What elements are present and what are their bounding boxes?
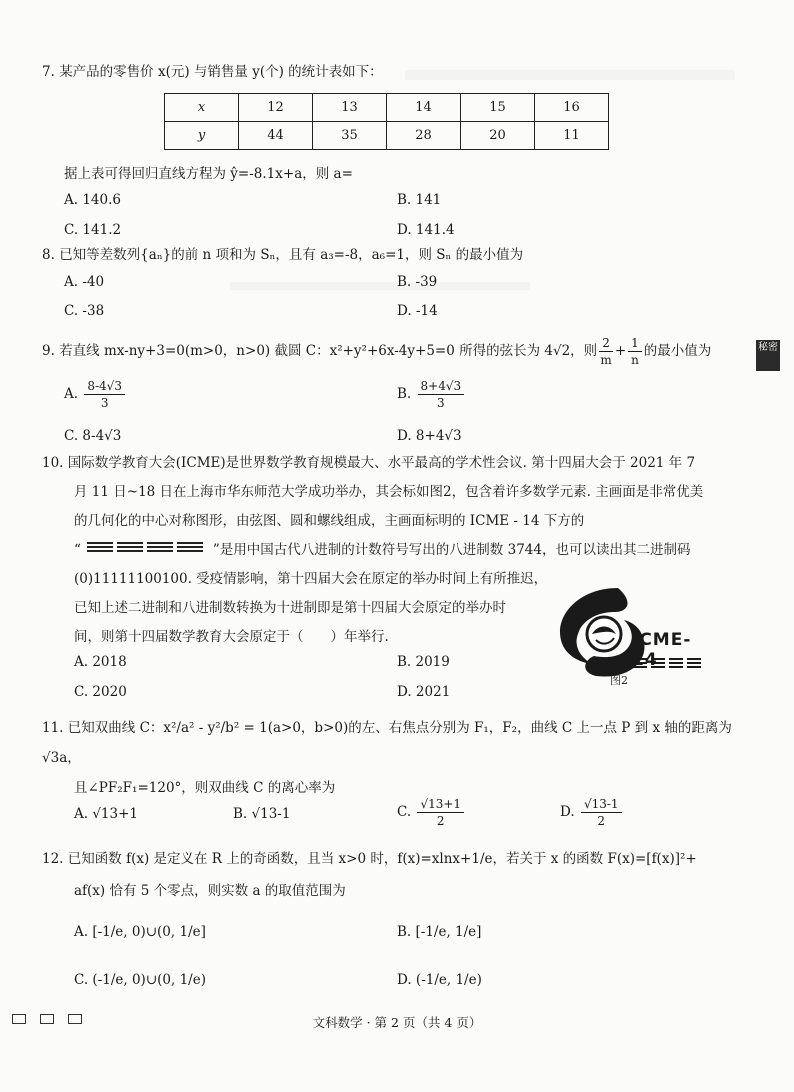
question-line: 的几何化的中心对称图形，由弦图、圆和螺线组成，主画面标明的 ICME - 14 下方的 [74,513,585,529]
option-c[interactable]: C. (-1/e, 0)∪(0, 1/e) [74,972,206,988]
fraction [84,378,125,411]
option-b[interactable]: B. 141 [397,192,442,208]
denominator: 2 [436,814,445,828]
option-b[interactable]: B. √13-1 [233,806,291,822]
option-a[interactable]: A. 140.6 [64,192,121,208]
question-11 [42,713,742,803]
question-number: 7. [42,64,55,80]
fraction [599,335,613,368]
question-7 [42,58,383,87]
fraction [628,335,642,368]
table-cell: 11 [535,122,609,150]
option-label: B. [397,386,412,402]
hyperbola-equation: x²/a² - y²/b² = 1(a>0，b>0) [163,720,349,736]
numerator: 8-4√3 [84,378,125,395]
question-text: 的最小值为 [643,343,712,359]
numerator: √13-1 [581,796,622,813]
option-b[interactable]: B. 2019 [397,654,450,670]
bleed-through-mark [405,70,735,80]
option-d[interactable]: D. 8+4√3 [397,428,462,444]
question-12 [42,843,752,907]
option-d[interactable]: D. 141.4 [397,222,455,238]
question-line: 月 11 日~18 日在上海市华东师范大学成功举办，其会标如图2，包含着许多数学元素. 主画面是非常优美 [74,484,704,500]
table-cell: 16 [535,94,609,122]
question-line-with-rods [42,536,742,565]
table-row-x [165,94,609,122]
question-line: 已知函数 f(x) 是定义在 R 上的奇函数，且当 x>0 时，f(x)=xlnx+1/e，若关于 x 的函数 F(x)=[f(x)]²+ [67,851,697,867]
table-cell: 20 [461,122,535,150]
option-label: A. [64,386,79,402]
condition-text: 据上表可得回归直线方程为 [64,166,231,182]
denominator: n [631,353,639,367]
option-a[interactable]: A. 2018 [74,654,127,670]
table-cell: y [165,122,239,150]
question-number: 8. [42,247,55,263]
denominator: 3 [437,396,445,410]
option-d[interactable]: D. 2021 [397,684,451,700]
option-d[interactable]: D. -14 [397,303,438,319]
quote-mark: “ [74,542,81,558]
table-cell: 15 [461,94,535,122]
secret-tab: 秘密 [756,340,780,371]
table-cell: 44 [239,122,313,150]
question-8 [42,241,523,270]
page-footer [0,1013,794,1031]
question-number: 10. [42,455,64,471]
numerator: 1 [628,335,642,352]
option-a[interactable]: A. -40 [64,274,105,290]
stat-table [164,93,609,150]
question-text: 的左、右焦点分别为 F₁，F₂，曲线 C 上一点 P 到 x 轴的距离为√3a， [42,720,732,766]
table-cell: 35 [313,122,387,150]
option-a[interactable]: A. [-1/e, 0)∪(0, 1/e] [74,924,206,940]
table-cell: 12 [239,94,313,122]
option-c[interactable]: C. -38 [64,303,105,319]
option-a[interactable]: A. √13+1 [74,806,139,822]
numerator: 8+4√3 [418,378,465,395]
fraction [418,378,465,411]
option-c[interactable]: C. 8-4√3 [64,428,122,444]
question-line: 已知上述二进制和八进制数转换为十进制即是第十四届大会原定的举办时 [74,600,506,616]
question-line: (0)11111100100. 受疫情影响，第十四届大会在原定的举办时间上有所推迟， [74,571,548,587]
denominator: 3 [100,396,109,410]
question-text: 若直线 mx-ny+3=0(m>0，n>0) 截圆 C：x²+y²+6x-4y+5=0 所得的弦长为 4√2，则 [59,343,598,359]
option-label: C. [397,804,412,820]
option-b[interactable]: B. [-1/e, 1/e] [397,924,482,940]
option-b[interactable]: B. -39 [397,274,438,290]
question-number: 11. [42,720,64,736]
table-cell: 28 [387,122,461,150]
question-number: 9. [42,343,55,359]
numerator: 2 [599,335,613,352]
footer-text: 文科数学 · 第 2 页（共 4 页） [312,1015,482,1030]
table-row-y [165,122,609,150]
option-c[interactable] [397,796,466,829]
table-cell: 14 [387,94,461,122]
fraction [581,796,622,829]
regression-equation: ŷ=-8.1x+a [230,166,303,182]
option-d[interactable] [560,796,624,829]
table-cell: 13 [313,94,387,122]
option-label: D. [560,804,575,820]
question-line: 间，则第十四届数学教育大会原定于（ ）年举行. [74,629,389,645]
question-text: 某产品的零售价 x(元) 与销售量 y(个) 的统计表如下： [59,64,383,80]
question-7-condition [64,160,353,189]
bleed-through-mark [230,282,530,290]
question-text: 已知双曲线 C： [67,720,164,736]
question-line: 且∠PF₂F₁=120°，则双曲线 C 的离心率为 [74,780,336,796]
plus-sign: + [614,343,627,359]
fraction [417,796,464,829]
option-b[interactable] [397,378,466,411]
question-text: 已知等差数列{aₙ}的前 n 项和为 Sₙ，且有 a₃=-8，a₆=1，则 Sₙ 的最小值为 [59,247,524,263]
question-line: af(x) 恰有 5 个零点，则实数 a 的取值范围为 [74,883,346,899]
question-9 [42,334,711,368]
numerator: √13+1 [417,796,464,813]
logo-text: ICME-14 [632,630,692,670]
question-text: ”是用中国古代八进制的计数符号写出的八进制数 3744，也可以读出其二进制码 [212,542,691,558]
condition-text: ，则 a= [302,166,353,182]
option-c[interactable]: C. 2020 [74,684,127,700]
question-line: 国际数学教育大会(ICME)是世界数学教育规模最大、水平最高的学术性会议. 第十四届大会于 2021 年 7 [67,455,696,471]
denominator: m [600,353,612,367]
option-a[interactable] [64,378,127,411]
table-cell: x [165,94,239,122]
option-d[interactable]: D. (-1/e, 1/e) [397,972,482,988]
question-number: 12. [42,851,64,867]
figure-label: 图2 [610,674,628,687]
denominator: 2 [597,814,606,828]
icme-logo [548,580,708,690]
rod-numeral-symbols [87,536,207,565]
option-c[interactable]: C. 141.2 [64,222,122,238]
